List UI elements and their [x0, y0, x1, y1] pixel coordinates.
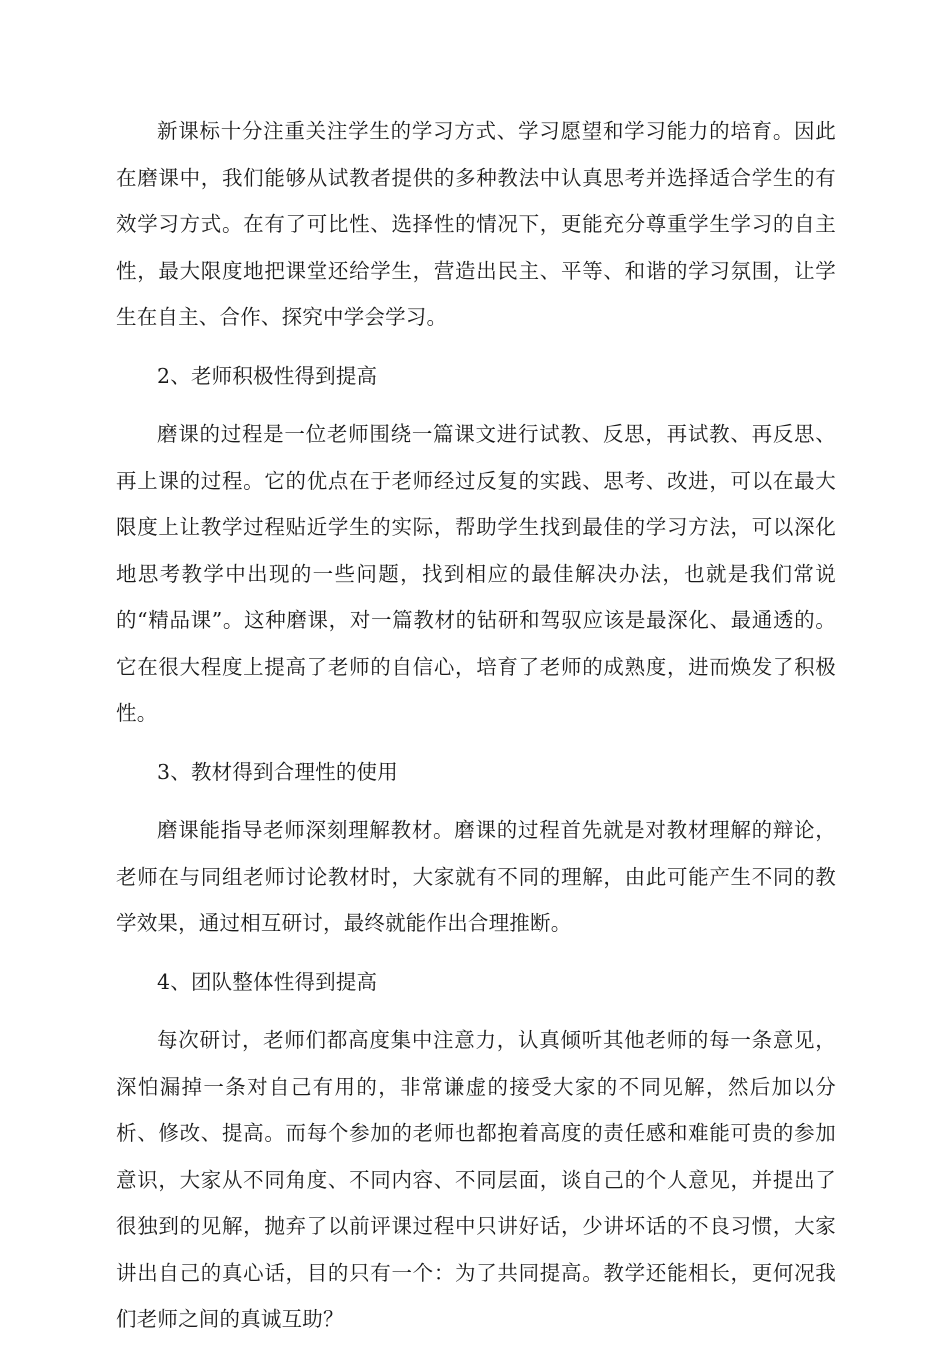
section-heading-3: 3、教材得到合理性的使用: [157, 759, 398, 784]
paragraph-teacher-enthusiasm: 磨课的过程是一位老师围绕一篇课文进行试教、反思，再试教、再反思、再上课的过程。它的优点在于老师经过反复的实践、思考、改进，可以在最大限度上让教学过程贴近学生的实际，帮助学生找到最佳的学习方法，可以深化地思考教学中出现的一些问题，找到相应的最佳解决办法，也就是我们常说的“精品课”。这种磨课，对一篇教材的钻研和驾驭应该是最深化、最通透的。它在很大程度上提高了老师的自信心，培育了老师的成熟度，进而焕发了积极性。: [116, 422, 836, 725]
section-heading-2: 2、老师积极性得到提高: [157, 363, 378, 388]
document-body: [116, 108, 836, 1355]
section-heading-4: 4、团队整体性得到提高: [157, 969, 378, 994]
paragraph-textbook-use: 磨课能指导老师深刻理解教材。磨课的过程首先就是对教材理解的辩论，老师在与同组老师讨论教材时，大家就有不同的理解，由此可能产生不同的教学效果，通过相互研讨，最终就能作出合理推断。: [116, 818, 836, 935]
paragraph-intro: 新课标十分注重关注学生的学习方式、学习愿望和学习能力的培育。因此在磨课中，我们能够从试教者提供的多种教法中认真思考并选择适合学生的有效学习方式。在有了可比性、选择性的情况下，更能充分尊重学生学习的自主性，最大限度地把课堂还给学生，营造出民主、平等、和谐的学习氛围，让学生在自主、合作、探究中学会学习。: [116, 119, 836, 329]
paragraph-team-improvement: 每次研讨，老师们都高度集中注意力，认真倾听其他老师的每一条意见，深怕漏掉一条对自己有用的，非常谦虚的接受大家的不同见解，然后加以分析、修改、提高。而每个参加的老师也都抱着高度的责任感和难能可贵的参加意识，大家从不同角度、不同内容、不同层面，谈自己的个人意见，并提出了很独到的见解，抛弃了以前评课过程中只讲好话，少讲坏话的不良习惯，大家讲出自己的真心话，目的只有一个：为了共同提高。教学还能相长，更何况我们老师之间的真诚互助？: [116, 1028, 836, 1331]
